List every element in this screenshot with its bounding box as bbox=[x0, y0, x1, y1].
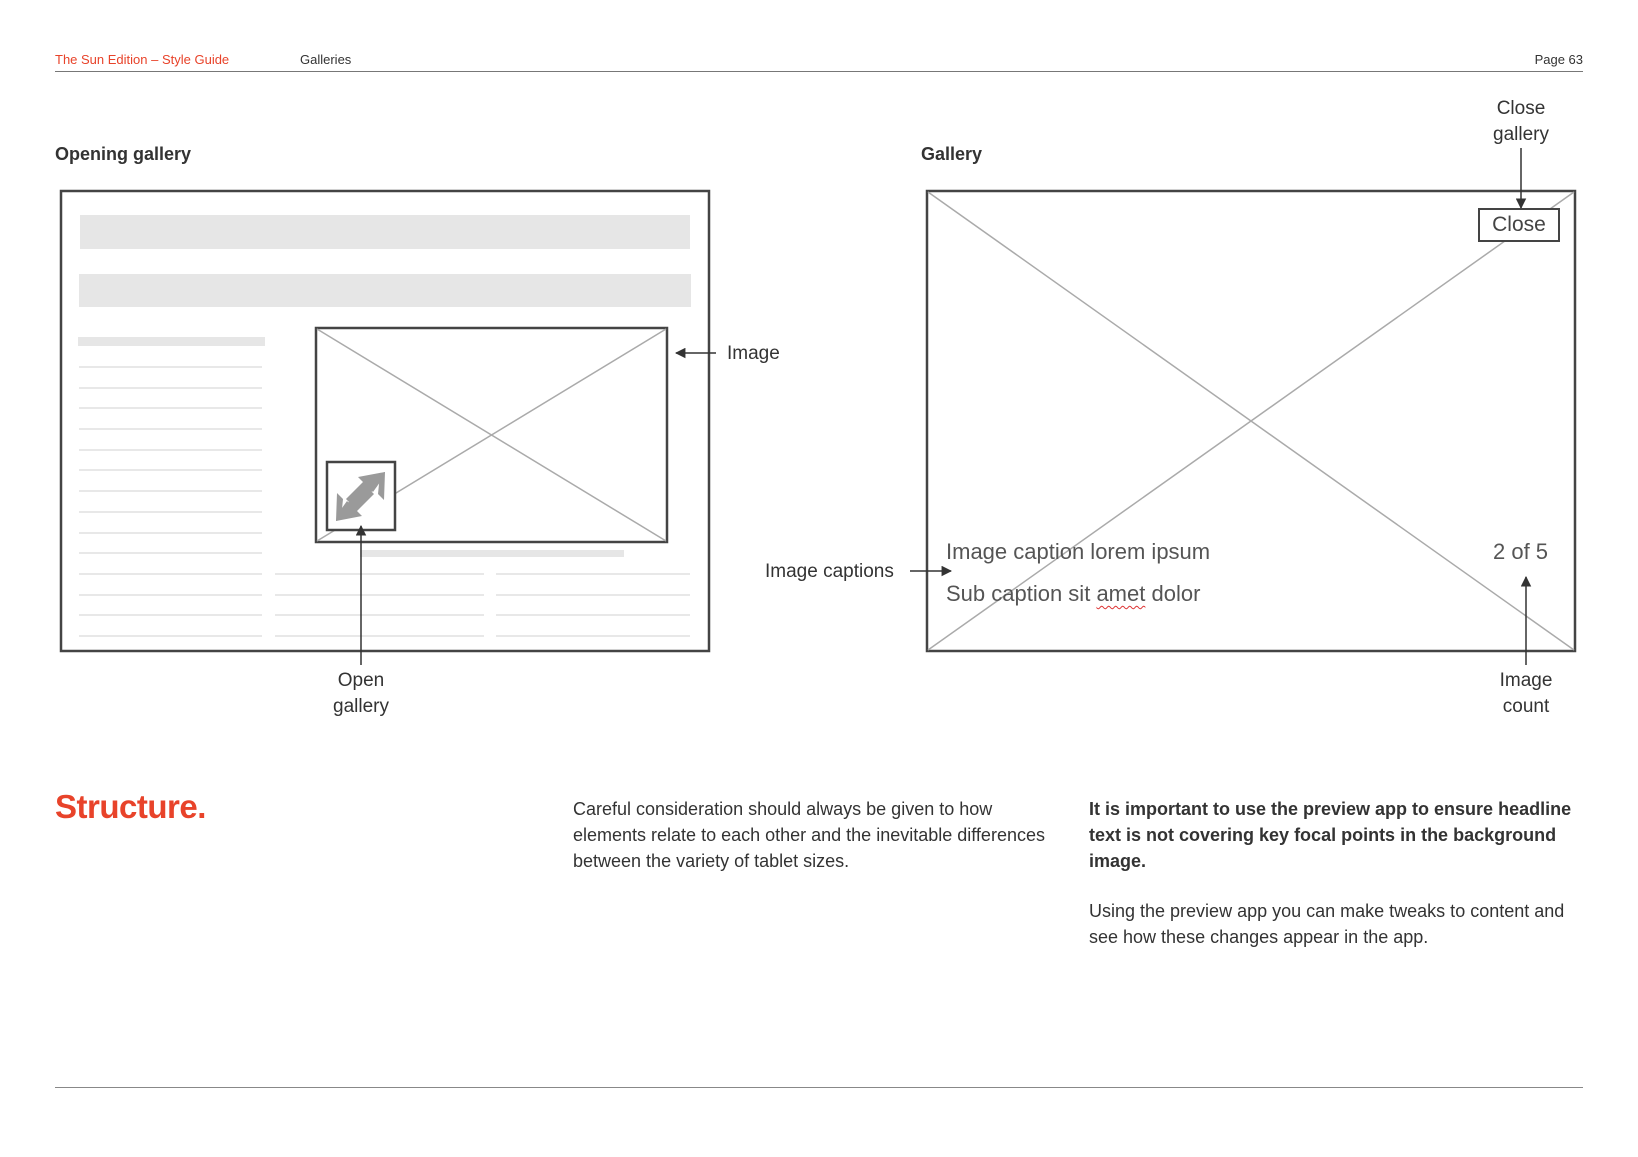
caption-sub-spellcheck-word: amet bbox=[1096, 581, 1146, 606]
structure-paragraph-1: Careful consideration should always be given to how elements relate to each other and the inevitable differences between the variety of tablet sizes. bbox=[573, 799, 1045, 871]
image-count: 2 of 5 bbox=[1493, 539, 1549, 564]
structure-important-note: It is important to use the preview app to ensure headline text is not covering key focal points in the background image. bbox=[1089, 799, 1572, 871]
column-heading-placeholder bbox=[78, 337, 265, 346]
annotation-count-line2: count bbox=[1502, 696, 1550, 717]
annotation-close-line2: gallery bbox=[1493, 124, 1549, 145]
footer-rule bbox=[55, 1087, 1583, 1088]
headline-placeholder bbox=[80, 215, 690, 249]
header-brand: The Sun Edition – Style Guide bbox=[55, 52, 230, 67]
annotation-close-gallery bbox=[1466, 96, 1576, 148]
close-gallery-button[interactable]: Close bbox=[1478, 208, 1560, 242]
annotation-open-gallery bbox=[306, 668, 416, 720]
annotation-open-line1: Open bbox=[337, 670, 385, 691]
caption-placeholder bbox=[360, 550, 624, 557]
subheadline-placeholder bbox=[79, 274, 691, 307]
image-caption-main: Image caption lorem ipsum bbox=[946, 539, 1211, 564]
annotation-image-captions: Image captions bbox=[765, 561, 894, 582]
annotation-count-line1: Image bbox=[1499, 670, 1553, 691]
annotation-open-line2: gallery bbox=[333, 696, 389, 717]
structure-preview-note: Using the preview app you can make tweaks to content and see how these changes appear in the app. bbox=[1089, 901, 1565, 947]
header-section: Galleries bbox=[300, 52, 352, 67]
caption-sub-pre: Sub caption sit bbox=[946, 581, 1097, 606]
opening-gallery-wireframe bbox=[61, 191, 716, 665]
structure-title: Structure. bbox=[55, 788, 206, 825]
structure-paragraph-2 bbox=[1089, 796, 1579, 974]
gallery-title: Gallery bbox=[921, 144, 983, 164]
header-page-number: Page 63 bbox=[1534, 52, 1583, 67]
image-caption-sub bbox=[946, 581, 1200, 607]
annotation-close-line1: Close bbox=[1496, 98, 1546, 119]
opening-gallery-title: Opening gallery bbox=[55, 144, 192, 164]
caption-sub-post: dolor bbox=[1145, 581, 1201, 606]
annotation-image: Image bbox=[727, 343, 780, 364]
annotation-image-count bbox=[1471, 668, 1581, 720]
